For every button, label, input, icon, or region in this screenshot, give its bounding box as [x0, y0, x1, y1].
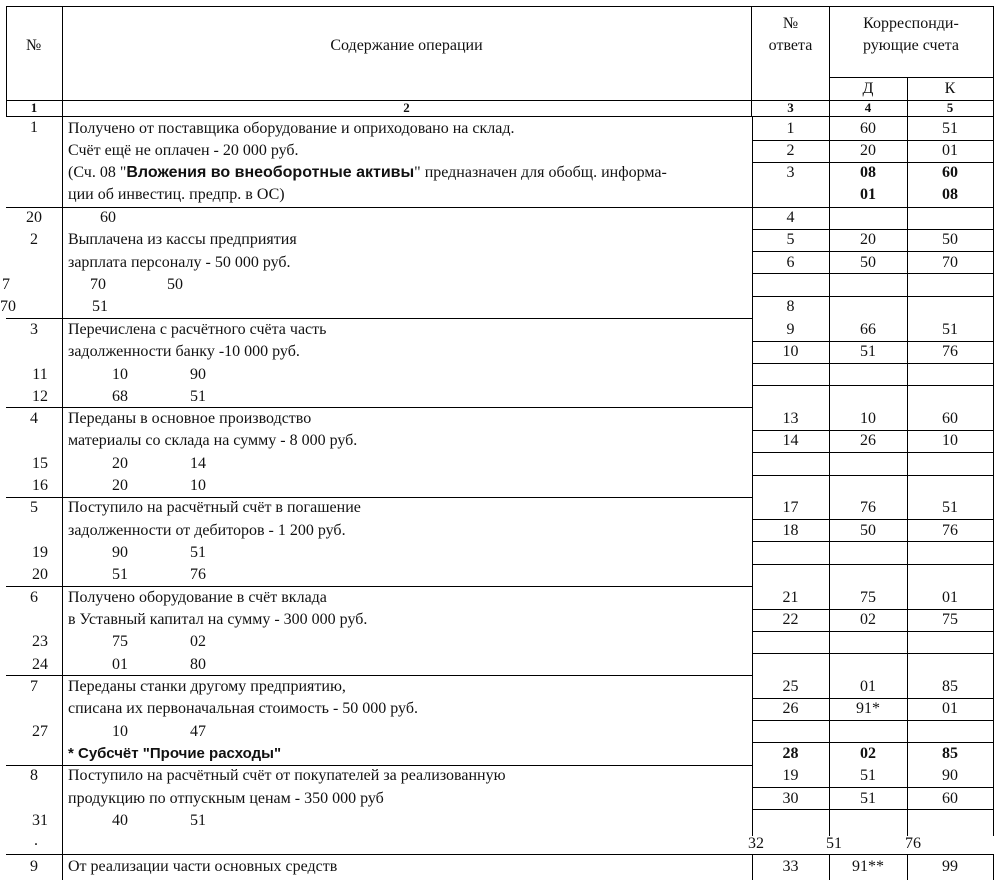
answer-debit: 91** [852, 858, 884, 875]
extra-debit: 40 [112, 812, 128, 829]
answer-credit: 90 [942, 767, 958, 784]
answer-debit: 10 [860, 410, 876, 427]
answer-credit: 10 [942, 432, 958, 449]
extra-label: 70 [0, 298, 16, 315]
answer-debit: 51 [860, 343, 876, 360]
ans-rule [752, 631, 994, 632]
header-accounts-line1: Корреспонди- [863, 15, 959, 32]
ans-rule [752, 475, 994, 476]
extra-debit: 20 [112, 455, 128, 472]
extra-debit: 10 [112, 366, 128, 383]
answer-number: 33 [782, 858, 799, 875]
answer-number: 32 [748, 835, 764, 852]
answer-credit: 50 [942, 231, 958, 248]
extra-label: 24 [32, 656, 48, 673]
extra-credit: 10 [190, 477, 206, 494]
extra-debit: 90 [112, 544, 128, 561]
extra-credit: 90 [190, 366, 206, 383]
op-text: Выплачена из кассы предприятия [68, 231, 297, 248]
extra-label: 7 [2, 276, 10, 293]
op-separator [6, 318, 752, 319]
extra-label: 15 [32, 455, 48, 472]
answer-debit: 76 [860, 499, 876, 516]
answer-credit: 76 [942, 522, 958, 539]
answer-number: 10 [782, 343, 799, 360]
op-text: в Уставный капитал на сумму - 300 000 руб. [68, 611, 368, 628]
rule-v-answer-mid [829, 116, 830, 836]
answer-credit: 60 [942, 790, 958, 807]
rule-v-right [993, 6, 994, 117]
answer-debit: 20 [860, 142, 876, 159]
answer-number: 17 [782, 499, 799, 516]
op-text: материалы со склада на сумму - 8 000 руб. [68, 432, 358, 449]
answer-number: 6 [786, 254, 795, 271]
answer-number: 4 [786, 209, 795, 226]
op-text: Поступило на расчётный счёт от покупателей за реализованную [68, 767, 506, 784]
answer-number: 28 [782, 745, 799, 762]
extra-debit: 68 [112, 388, 128, 405]
extra-label: 20 [32, 566, 48, 583]
rule-v-num [62, 6, 63, 880]
op-number: 8 [30, 767, 38, 784]
op-text: задолженности от дебиторов - 1 200 руб. [68, 522, 346, 539]
answer-debit: 20 [860, 231, 876, 248]
extra-label: 20 [26, 209, 42, 226]
answer-credit: 75 [942, 611, 958, 628]
op-text: Перечислена с расчётного счёта часть [68, 321, 327, 338]
op-text: зарплата персоналу - 50 000 руб. [68, 254, 291, 271]
answer-credit: 76 [942, 343, 958, 360]
ans-rule [752, 251, 994, 252]
answer-debit: 60 [860, 120, 876, 137]
ans-rule [752, 273, 994, 274]
ans-rule [752, 564, 994, 565]
op-separator [6, 675, 752, 676]
ans-rule [752, 363, 994, 364]
extra-credit: 76 [190, 566, 206, 583]
extra-credit: 51 [190, 388, 206, 405]
answer-debit: 01 [860, 678, 876, 695]
answer-number: 3 [786, 164, 795, 181]
answer-credit: 51 [942, 321, 958, 338]
header-answer-line2: ответа [768, 37, 813, 54]
extra-label: 16 [32, 477, 48, 494]
op-text: продукцию по отпускным ценам - 350 000 руб [68, 790, 384, 807]
answer-credit: 60 [942, 410, 958, 427]
header-answer-line1: № [782, 15, 799, 32]
answer-number: 26 [782, 700, 799, 717]
op-text: От реализации части основных средств [68, 858, 338, 875]
extra-debit: 01 [112, 656, 128, 673]
answer-debit: 08 [860, 164, 876, 181]
colnum-2: 2 [403, 100, 410, 115]
answer-debit: 75 [860, 589, 876, 606]
answer-number: 30 [782, 790, 799, 807]
extra-label: 23 [32, 633, 48, 650]
answer-credit: 85 [942, 745, 958, 762]
ans-rule [752, 452, 994, 453]
op-separator [6, 854, 994, 855]
op-note-bold: Вложения во внеоборотные активы [126, 164, 415, 181]
op-note-prefix: (Сч. 08 " [68, 164, 127, 181]
answer-debit: 50 [860, 522, 876, 539]
extra-debit: 75 [112, 633, 128, 650]
op-text: Переданы станки другому предприятию, [68, 678, 346, 695]
answer-debit: 51 [826, 835, 842, 852]
ans-rule [752, 519, 994, 520]
op-text: Счёт ещё не оплачен - 20 000 руб. [68, 142, 299, 159]
answer-debit: 51 [860, 767, 876, 784]
footnote: * Субсчёт "Прочие расходы" [68, 745, 282, 762]
answer-credit: 85 [942, 678, 958, 695]
answer-debit: 01 [860, 186, 876, 203]
rule-colnum-bottom [6, 116, 994, 117]
rule-top [6, 6, 994, 7]
answer-number: 25 [782, 678, 799, 695]
answer-debit: 50 [860, 254, 876, 271]
colnum-3: 3 [787, 100, 794, 115]
op-number: 1 [30, 119, 38, 136]
answer-credit: 70 [942, 254, 958, 271]
extra-label: 27 [32, 723, 48, 740]
answer-number: 1 [786, 120, 795, 137]
op-text: Поступило на расчётный счёт в погашение [68, 499, 361, 516]
ans-rule [752, 653, 994, 654]
answer-credit: 01 [942, 142, 958, 159]
header-content: Содержание операции [330, 37, 483, 54]
answer-number: 5 [786, 231, 795, 248]
op-note: ции об инвестиц. предпр. в ОС) [68, 186, 285, 203]
answer-debit: 66 [860, 321, 876, 338]
op-text: Переданы в основное производство [68, 410, 312, 427]
extra-credit: 50 [167, 276, 183, 293]
op-note-suffix: " предназначен для обобщ. информа- [414, 164, 667, 181]
answer-credit: 76 [905, 835, 921, 852]
extra-credit: 80 [190, 656, 206, 673]
colnum-5: 5 [946, 100, 954, 115]
extra-credit: 47 [190, 723, 206, 740]
extra-debit: 20 [112, 477, 128, 494]
answer-number: 8 [786, 298, 795, 315]
extra-label: 19 [32, 544, 48, 561]
ans-rule [752, 720, 994, 721]
extra-debit: 51 [112, 566, 128, 583]
op-note [68, 163, 667, 183]
answer-number: 21 [782, 589, 799, 606]
answer-number: 13 [782, 410, 799, 427]
op-number: 7 [30, 678, 38, 695]
op-separator [6, 586, 752, 587]
row9-rule [993, 854, 994, 880]
answer-number: 18 [782, 522, 799, 539]
header-credit: К [944, 80, 956, 97]
colnum-4: 4 [864, 100, 872, 115]
extra-credit: 51 [190, 812, 206, 829]
ans-rule [752, 787, 994, 788]
op-separator [6, 407, 752, 408]
answer-number: 14 [782, 432, 799, 449]
op-text: Получено от поставщика оборудование и оприходовано на склад. [68, 120, 515, 137]
answer-debit: 02 [860, 745, 876, 762]
ans-rule [752, 541, 994, 542]
answer-credit: 01 [942, 589, 958, 606]
answer-number: 2 [786, 142, 795, 159]
ans-rule [752, 742, 994, 743]
extra-debit: 70 [90, 276, 106, 293]
answer-credit: 51 [942, 499, 958, 516]
ans-rule [752, 809, 994, 810]
answer-credit: 51 [942, 120, 958, 137]
answer-number: 9 [786, 321, 795, 338]
answer-debit: 91* [856, 700, 880, 717]
extra-label: 31 [32, 812, 48, 829]
extra-credit: 14 [190, 455, 206, 472]
rule-v-debit-mid [907, 116, 908, 836]
op-text: Получено оборудование в счёт вклада [68, 589, 327, 606]
extra-debit: 51 [92, 298, 108, 315]
answer-number: 19 [782, 767, 799, 784]
answer-credit: 60 [942, 164, 958, 181]
colnum-1: 1 [30, 100, 38, 115]
op-number: 9 [30, 858, 38, 875]
op-number: 3 [30, 321, 38, 338]
stray-dot: . [34, 832, 38, 849]
header-accounts-line2: рующие счета [863, 37, 959, 54]
header-num: № [26, 37, 42, 54]
answer-credit: 01 [942, 700, 958, 717]
op-separator [6, 207, 752, 208]
extra-credit: 02 [190, 633, 206, 650]
extra-debit: 10 [112, 723, 128, 740]
answer-credit: 99 [942, 858, 958, 875]
answer-debit: 02 [860, 611, 876, 628]
op-number: 6 [30, 589, 38, 606]
answer-credit: 08 [942, 186, 958, 203]
rule-v-answer-right [993, 116, 994, 836]
answer-number: 22 [782, 611, 799, 628]
op-text: списана их первоначальная стоимость - 50 000 руб. [68, 700, 418, 717]
extra-credit: 51 [190, 544, 206, 561]
rule-under-accounts-title [829, 77, 994, 78]
op-number: 4 [30, 410, 38, 427]
op-text: задолженности банку -10 000 руб. [68, 343, 300, 360]
answer-debit: 26 [860, 432, 876, 449]
ans-rule [752, 385, 994, 386]
extra-debit: 60 [100, 209, 116, 226]
header-debit: Д [862, 80, 874, 97]
op-number: 5 [30, 499, 38, 516]
op-number: 2 [30, 231, 38, 248]
extra-label: 11 [32, 366, 48, 383]
answer-debit: 51 [860, 790, 876, 807]
extra-label: 12 [32, 388, 48, 405]
